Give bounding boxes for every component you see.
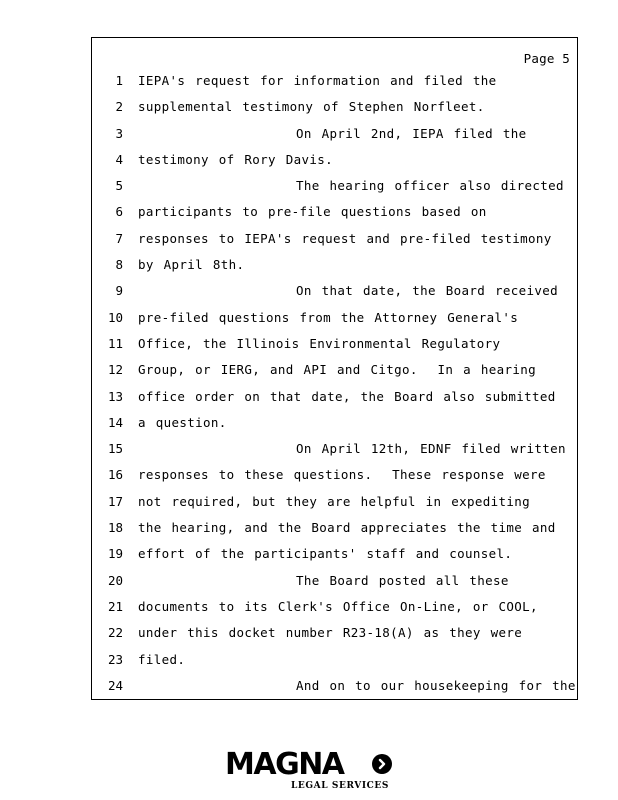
transcript-page <box>91 37 578 700</box>
line-number: 9 <box>115 283 123 299</box>
line-text: responses to IEPA's request and pre-filed testimony <box>138 230 552 246</box>
line-number: 18 <box>107 520 123 536</box>
transcript-line <box>92 572 577 598</box>
line-text: pre-filed questions from the Attorney General's <box>138 309 519 325</box>
line-text: participants to pre-file questions based on <box>138 204 487 220</box>
line-number: 21 <box>107 598 123 614</box>
transcript-line <box>92 677 577 703</box>
line-number: 17 <box>107 493 123 509</box>
transcript-line <box>92 388 577 414</box>
line-text: IEPA's request for information and filed the <box>138 73 497 88</box>
line-number: 20 <box>107 572 123 588</box>
line-text: the hearing, and the Board appreciates the time and <box>138 520 556 536</box>
transcript-line <box>92 361 577 387</box>
transcript-line <box>92 519 577 545</box>
line-number: 19 <box>107 546 123 562</box>
line-number: 15 <box>107 441 123 457</box>
line-text: filed. <box>138 651 186 667</box>
line-text: Group, or IERG, and API and Citgo. In a hearing <box>138 362 537 378</box>
line-number: 13 <box>107 388 123 404</box>
transcript-line <box>92 230 577 256</box>
line-number: 5 <box>115 178 123 194</box>
line-text: by April 8th. <box>138 257 245 273</box>
line-text: documents to its Clerk's Office On-Line, or COOL, <box>138 598 538 614</box>
line-number: 14 <box>107 414 123 430</box>
transcript-line <box>92 335 577 361</box>
line-text: responses to these questions. These response were <box>138 467 546 483</box>
line-number: 7 <box>115 230 123 246</box>
line-number: 8 <box>115 257 123 273</box>
line-text: The Board posted all these <box>138 572 509 588</box>
line-number: 3 <box>115 125 123 141</box>
transcript-line <box>92 282 577 308</box>
transcript-line <box>92 203 577 229</box>
transcript-line <box>92 151 577 177</box>
line-text: Office, the Illinois Environmental Regulatory <box>138 335 501 351</box>
transcript-line <box>92 624 577 650</box>
magna-logo <box>225 748 395 794</box>
transcript-line <box>92 651 577 677</box>
transcript-line <box>92 545 577 571</box>
transcript-line <box>92 309 577 335</box>
transcript-line <box>92 98 577 124</box>
line-text: On April 2nd, IEPA filed the <box>138 125 527 141</box>
line-text: testimony of Rory Davis. <box>138 151 334 167</box>
line-text: The hearing officer also directed <box>138 178 564 194</box>
line-text: supplemental testimony of Stephen Norfleet. <box>138 99 485 115</box>
line-text: office order on that date, the Board also submitted <box>138 388 556 404</box>
chevron-right-icon <box>372 754 392 774</box>
transcript-line <box>92 177 577 203</box>
line-text: under this docket number R23-18(A) as they were <box>138 625 523 641</box>
logo-tagline: LEGAL SERVICES <box>291 781 389 791</box>
line-number: 24 <box>107 677 123 693</box>
line-number: 22 <box>107 625 123 641</box>
line-text: On April 12th, EDNF filed written <box>138 441 566 457</box>
line-number: 16 <box>107 467 123 483</box>
transcript-line <box>92 256 577 282</box>
line-number: 10 <box>107 309 123 325</box>
transcript-lines <box>92 72 577 703</box>
line-number: 2 <box>115 99 123 115</box>
transcript-line <box>92 598 577 624</box>
transcript-line <box>92 72 577 98</box>
line-text: effort of the participants' staff and counsel. <box>138 546 513 562</box>
line-number: 1 <box>115 73 123 88</box>
line-number: 12 <box>107 362 123 378</box>
line-number: 4 <box>115 151 123 167</box>
transcript-line <box>92 466 577 492</box>
logo-wordmark: MAGNA <box>225 747 344 782</box>
transcript-line <box>92 440 577 466</box>
line-number: 23 <box>107 651 123 667</box>
transcript-line <box>92 414 577 440</box>
line-number: 6 <box>115 204 123 220</box>
line-text: And on to our housekeeping for the <box>138 677 576 693</box>
line-text: On that date, the Board received <box>138 283 559 299</box>
page-number: Page 5 <box>523 51 570 66</box>
line-text: a question. <box>138 414 227 430</box>
transcript-line <box>92 125 577 151</box>
transcript-line <box>92 493 577 519</box>
line-number: 11 <box>107 335 123 351</box>
line-text: not required, but they are helpful in expediting <box>138 493 531 509</box>
